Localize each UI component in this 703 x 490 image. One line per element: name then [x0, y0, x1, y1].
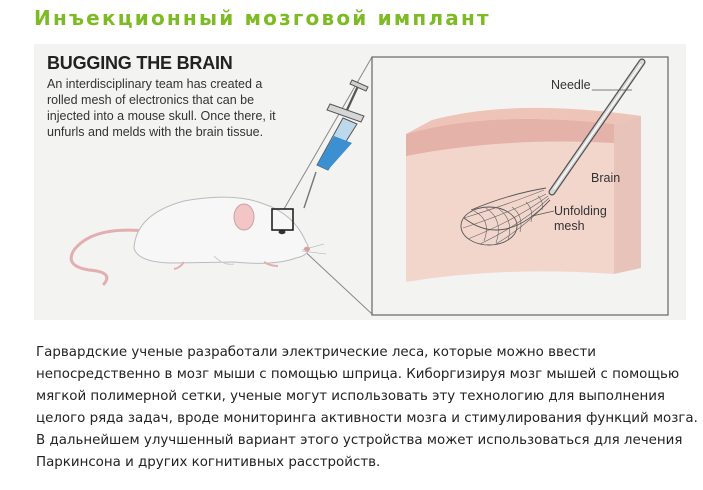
needle-label: Needle	[551, 78, 591, 92]
paragraph-line: непосредственно в мозг мыши с помощью шприца. Киборгизируя мозг мышей с помощью	[36, 367, 680, 382]
figure-intro: An interdisciplinary team has created a rolled mesh of electronics that can be injected into a mouse skull. Once there, it unfurls and melds with the brain tissue.	[47, 77, 276, 139]
illustration-panel	[34, 44, 686, 320]
mesh-label-line-1: Unfolding	[554, 204, 607, 218]
mesh-label-line-2: mesh	[554, 219, 585, 233]
brain-label: Brain	[591, 171, 621, 185]
paragraph-line: Гарвардские ученые разработали электрические леса, которые можно ввести	[36, 345, 596, 360]
brain-block	[406, 108, 641, 282]
mouse-illustration	[71, 197, 326, 284]
mesh-label	[554, 204, 607, 234]
figure-heading: BUGGING THE BRAIN	[47, 53, 233, 73]
syringe	[304, 80, 368, 208]
article-paragraph	[36, 342, 698, 474]
zoom-connector-top	[284, 57, 372, 209]
page-title: Инъекционный мозговой имплант	[34, 6, 491, 30]
paragraph-line: Паркинсона и других когнитивных расстройств.	[36, 455, 381, 470]
paragraph-line: целого ряда задач, вроде мониторинга активности мозга и стимулирования функций мозга.	[36, 411, 698, 426]
paragraph-line: В дальнейшем улучшенный вариант этого устройства может использоваться для лечения	[36, 433, 683, 448]
paragraph-line: мягкой полимерной сетки, ученые могут использовать эту технологию для выполнения	[36, 389, 665, 404]
